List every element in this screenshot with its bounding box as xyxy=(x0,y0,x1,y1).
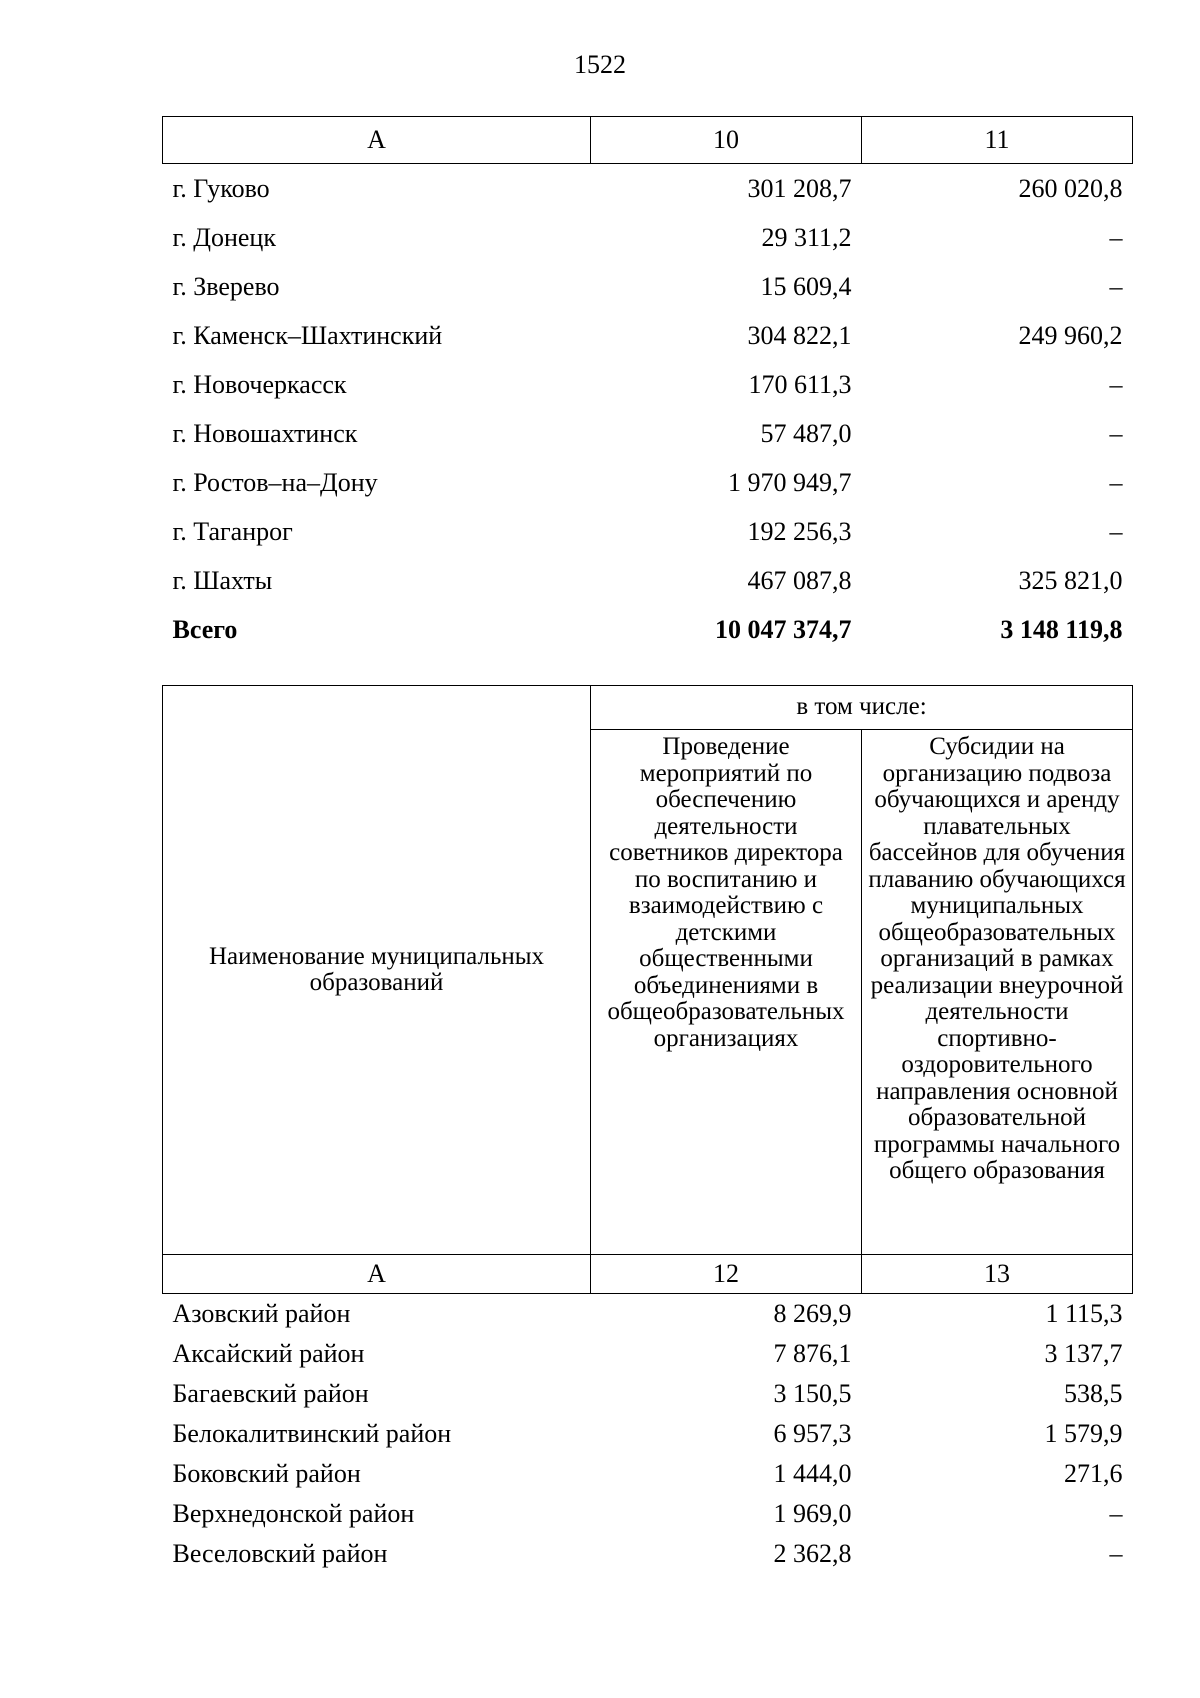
table-header-row xyxy=(163,117,1133,164)
municipality-name: г. Донецк xyxy=(172,222,276,252)
value-col12: 1 969,0 xyxy=(773,1499,852,1528)
municipality-name: г. Новошахтинск xyxy=(172,418,358,448)
municipality-name: г. Таганрог xyxy=(172,516,293,546)
group-header: в том числе: xyxy=(591,686,1133,730)
table-row xyxy=(163,1374,1133,1414)
total-col10: 10 047 374,7 xyxy=(715,614,852,644)
total-col11: 3 148 119,8 xyxy=(1000,614,1123,644)
municipality-name: г. Шахты xyxy=(172,565,273,595)
total-row xyxy=(163,605,1133,654)
municipality-name: г. Каменск–Шахтинский xyxy=(172,320,443,350)
value-col10: 1 970 949,7 xyxy=(728,467,852,497)
value-col13: 3 137,7 xyxy=(1044,1339,1123,1368)
column-header: 11 xyxy=(862,117,1133,164)
value-col13: – xyxy=(1109,1499,1123,1528)
value-col11: – xyxy=(1109,516,1123,546)
table-row xyxy=(163,360,1133,409)
column-header: 12 xyxy=(591,1255,862,1294)
column-header: А xyxy=(163,117,591,164)
value-col12: 1 444,0 xyxy=(773,1459,852,1488)
value-col12: 3 150,5 xyxy=(773,1379,852,1408)
value-col13: 1 115,3 xyxy=(1045,1299,1123,1328)
municipality-name: Белокалитвинский район xyxy=(172,1419,452,1448)
value-col11: – xyxy=(1109,369,1123,399)
page-number: 1522 xyxy=(574,50,626,79)
value-col10: 304 822,1 xyxy=(747,320,852,350)
value-col11: – xyxy=(1109,467,1123,497)
municipality-name: Аксайский район xyxy=(172,1339,365,1368)
municipality-name: Верхнедонской район xyxy=(172,1499,415,1528)
name-column-header: Наименование муниципальных образований xyxy=(163,686,591,1255)
value-col12: 2 362,8 xyxy=(773,1539,852,1568)
value-col11: 260 020,8 xyxy=(1018,173,1123,203)
value-col13: 538,5 xyxy=(1064,1379,1123,1408)
table-row xyxy=(163,1454,1133,1494)
table-header-row xyxy=(163,1255,1133,1294)
value-col10: 57 487,0 xyxy=(760,418,852,448)
group-header-row xyxy=(163,686,1133,730)
table-row xyxy=(163,1534,1133,1574)
table-row xyxy=(163,262,1133,311)
table-row xyxy=(163,1334,1133,1374)
table-row xyxy=(163,507,1133,556)
budget-table-bottom xyxy=(162,685,1133,1574)
value-col10: 467 087,8 xyxy=(747,565,852,595)
value-col11: – xyxy=(1109,222,1123,252)
value-col12: 7 876,1 xyxy=(773,1339,852,1368)
value-col10: 29 311,2 xyxy=(761,222,852,252)
value-col13: 271,6 xyxy=(1064,1459,1123,1488)
total-label: Всего xyxy=(172,614,238,644)
table-row xyxy=(163,213,1133,262)
municipality-name: г. Ростов–на–Дону xyxy=(172,467,378,497)
municipality-name: Боковский район xyxy=(172,1459,361,1488)
municipality-name: Багаевский район xyxy=(172,1379,369,1408)
column-header: 13 xyxy=(862,1255,1133,1294)
table-row xyxy=(163,556,1133,605)
column-header: А xyxy=(163,1255,591,1294)
value-col10: 192 256,3 xyxy=(747,516,852,546)
value-col11: – xyxy=(1109,418,1123,448)
municipality-name: г. Зверево xyxy=(172,271,280,301)
table-row xyxy=(163,311,1133,360)
value-col11: 325 821,0 xyxy=(1018,565,1123,595)
value-col12: 6 957,3 xyxy=(773,1419,852,1448)
municipality-name: Веселовский район xyxy=(172,1539,388,1568)
col12-header: Проведение мероприятий по обеспечению деятельности советников директора по воспитанию и взаимодействию с детскими общественными объединениями в общеобразовательных организациях xyxy=(591,730,862,1255)
value-col10: 15 609,4 xyxy=(760,271,852,301)
table-row xyxy=(163,458,1133,507)
value-col12: 8 269,9 xyxy=(773,1299,852,1328)
col13-header: Субсидии на организацию подвоза обучающихся и аренду плавательных бассейнов для обучения плаванию обучающихся муниципальных общеобразовательных организаций в рамках реализации внеурочной деятельности спортивно-оздоровительного направления основной образовательной программы начального общего образования xyxy=(862,730,1133,1255)
municipality-name: г. Гуково xyxy=(172,173,270,203)
table-row xyxy=(163,1294,1133,1335)
column-header: 10 xyxy=(591,117,862,164)
municipality-name: Азовский район xyxy=(172,1299,351,1328)
value-col11: – xyxy=(1109,271,1123,301)
value-col13: – xyxy=(1109,1539,1123,1568)
value-col10: 301 208,7 xyxy=(747,173,852,203)
table-row xyxy=(163,1414,1133,1454)
municipality-name: г. Новочеркасск xyxy=(172,369,347,399)
value-col11: 249 960,2 xyxy=(1018,320,1123,350)
value-col13: 1 579,9 xyxy=(1044,1419,1123,1448)
value-col10: 170 611,3 xyxy=(748,369,852,399)
table-row xyxy=(163,409,1133,458)
table-row xyxy=(163,1494,1133,1534)
table-row xyxy=(163,164,1133,214)
budget-table-top xyxy=(162,116,1133,654)
